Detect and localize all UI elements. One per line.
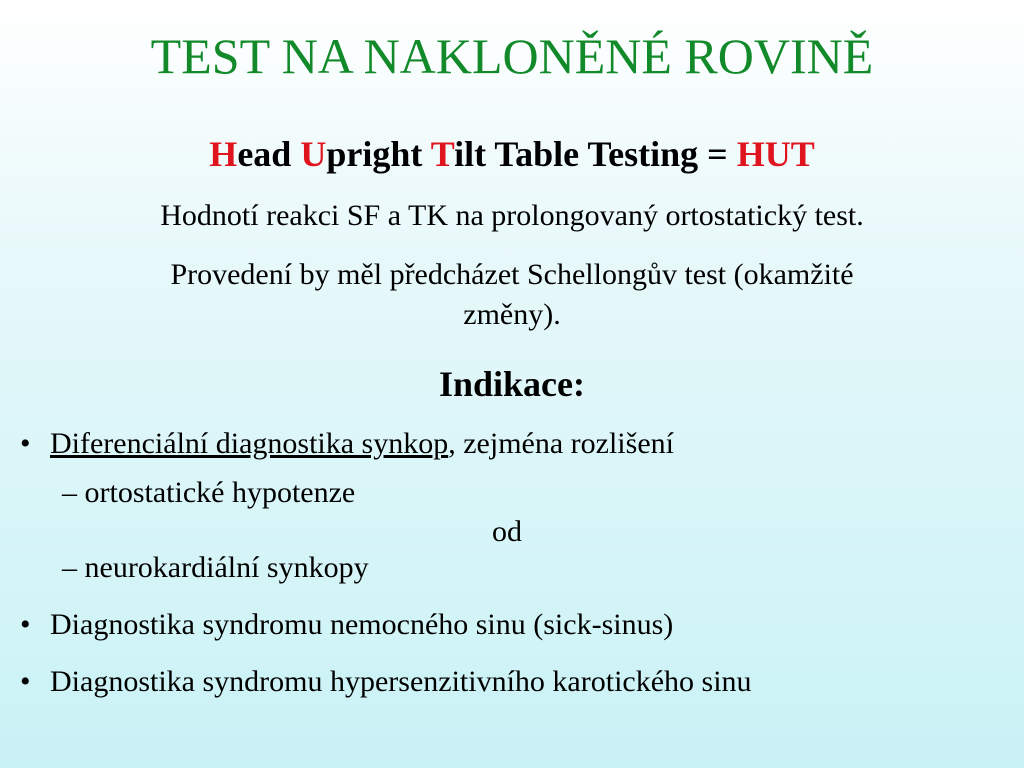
- bullet-dot: •: [20, 427, 31, 460]
- subtitle-acronym-hut: HUT: [736, 134, 815, 174]
- subtitle-word-ead: ead: [237, 134, 301, 174]
- bullet-text: Diagnostika syndromu hypersenzitivního karotického sinu: [50, 665, 752, 698]
- sub-item-neurocardiogenic-syncope: – neurokardiální synkopy: [62, 551, 369, 584]
- bullet-text: Diagnostika syndromu nemocného sinu (sick-sinus): [50, 608, 674, 641]
- subtitle-letter-u: U: [300, 134, 327, 174]
- bullet-underlined-text: Diferenciální diagnostika synkop: [50, 427, 449, 460]
- paragraph-schellong: [0, 255, 1024, 335]
- subtitle-word-pright: pright: [326, 134, 431, 174]
- bullet-rest-text: , zejména rozlišení: [448, 427, 674, 460]
- sub-item-orthostatic-hypotension: – ortostatické hypotenze: [62, 476, 356, 509]
- connector-od: od: [492, 515, 522, 548]
- slide-title: TEST NA NAKLONĚNÉ ROVINĚ: [150, 28, 874, 84]
- paragraph-schellong-line1: Provedení by měl předcházet Schellongův test (okamžité: [170, 258, 854, 291]
- bullet-item-carotid-sinus: [20, 662, 752, 702]
- subtitle-letter-h: H: [209, 134, 238, 174]
- indications-heading: Indikace:: [438, 364, 586, 404]
- bullet-dot: •: [20, 608, 31, 641]
- subtitle-letter-t: T: [430, 134, 455, 174]
- bullet-item-sick-sinus: [20, 605, 673, 645]
- subtitle-word-ilt: ilt Table Testing =: [454, 134, 737, 174]
- bullet-item-differential-diagnosis: [20, 424, 674, 464]
- paragraph-assessment: Hodnotí reakci SF a TK na prolongovaný ortostatický test.: [160, 199, 864, 232]
- paragraph-schellong-line2: změny).: [463, 298, 561, 331]
- bullet-dot: •: [20, 665, 31, 698]
- subtitle-hut: [0, 132, 1024, 176]
